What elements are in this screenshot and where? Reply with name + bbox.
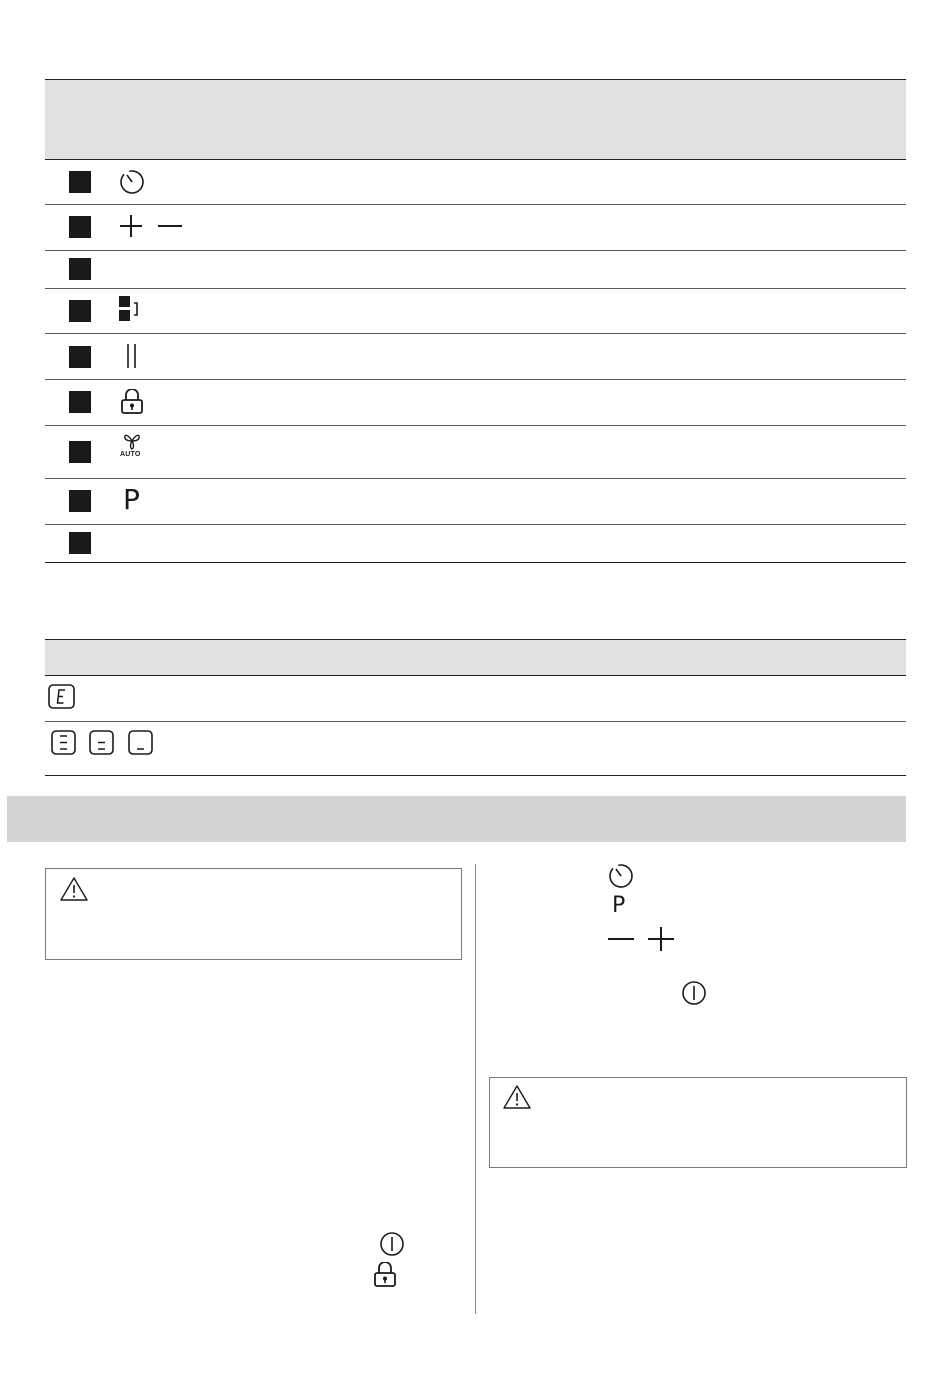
row-divider: [45, 379, 906, 380]
pause-icon: [125, 343, 139, 369]
hob2hood-auto-icon: [118, 432, 146, 462]
power-icon: [681, 980, 707, 1006]
heat-indicator-high-icon: [51, 730, 77, 756]
power-boost-icon: [612, 894, 625, 918]
table-header: [45, 80, 906, 159]
lock-icon: [120, 389, 144, 415]
warning-box: [489, 1077, 907, 1168]
warning-icon: [59, 876, 89, 902]
table-header: [45, 640, 906, 675]
row-marker: [69, 258, 91, 280]
row-marker: [69, 391, 91, 413]
section-heading-band: [7, 796, 906, 842]
row-divider: [45, 524, 906, 525]
timer-icon: [118, 168, 146, 196]
row-marker: [69, 216, 91, 238]
heat-indicator-mid-icon: [89, 730, 115, 756]
row-marker: [69, 490, 91, 512]
power-boost-label: P: [123, 483, 140, 516]
row-divider: [45, 721, 906, 722]
row-divider: [45, 204, 906, 205]
heat-indicator-low-icon: [128, 730, 154, 756]
row-divider: [45, 288, 906, 289]
power-icon: [379, 1231, 405, 1257]
row-divider: [45, 425, 906, 426]
warning-box: [45, 868, 462, 960]
table-bottom-rule: [45, 562, 906, 563]
auto-label: AUTO: [120, 451, 141, 458]
bridge-icon: [119, 296, 143, 322]
row-marker: [69, 441, 91, 463]
table-bottom-rule: [45, 775, 906, 776]
column-divider: [475, 864, 476, 1314]
row-marker: [69, 532, 91, 554]
lock-icon: [373, 1262, 397, 1288]
row-marker: [69, 300, 91, 322]
power-boost-icon: [123, 485, 140, 515]
row-marker: [69, 346, 91, 368]
plus-minus-icon: [118, 214, 186, 238]
warning-icon: [502, 1084, 532, 1110]
minus-plus-icon: [606, 926, 678, 952]
power-boost-label: P: [612, 893, 626, 918]
row-divider: [45, 250, 906, 251]
row-marker: [69, 171, 91, 193]
display-e-icon: [48, 684, 76, 710]
row-divider: [45, 478, 906, 479]
table-header-rule: [45, 675, 906, 676]
table-header-rule: [45, 159, 906, 160]
row-divider: [45, 333, 906, 334]
timer-icon: [607, 862, 635, 890]
